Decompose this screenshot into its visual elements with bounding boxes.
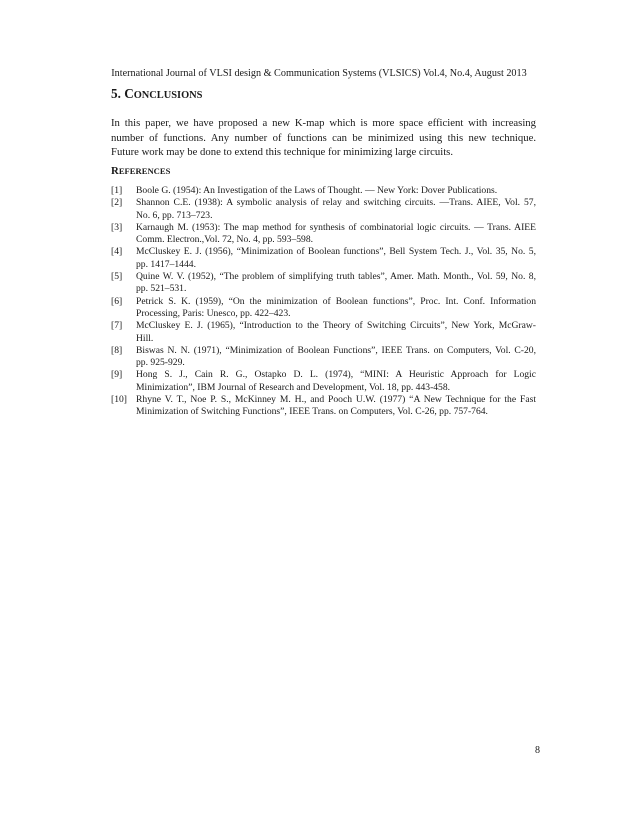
reference-text-line: Rhyne V. T., Noe P. S., McKinney M. H., and Pooch U.W. (1977) “A New Technique for the Fast — [136, 394, 536, 406]
running-header: International Journal of VLSI design & Communication Systems (VLSICS) Vol.4, No.4, August 2013 — [111, 68, 527, 79]
reference-text-line: McCluskey E. J. (1965), “Introduction to the Theory of Switching Circuits”, New York, McGraw- — [136, 320, 536, 332]
reference-text-line: pp. 1417–1444. — [136, 258, 196, 270]
reference-number: [2] — [111, 197, 123, 209]
reference-item — [111, 296, 536, 321]
reference-text-line: pp. 521–531. — [136, 283, 187, 295]
reference-item — [111, 222, 536, 247]
reference-text-line: Quine W. V. (1952), “The problem of simplifying truth tables”, Amer. Math. Month., Vol. 59, No. 8, — [136, 271, 536, 283]
reference-number: [8] — [111, 344, 123, 356]
reference-number: [4] — [111, 246, 123, 258]
reference-text-line: pp. 925-929. — [136, 357, 185, 369]
references-heading-rest: EFERENCES — [118, 166, 171, 176]
reference-item — [111, 271, 536, 296]
paragraph-line: In this paper, we have proposed a new K-map which is more space efficient with increasing — [111, 117, 536, 129]
reference-item — [111, 345, 536, 370]
page-number: 8 — [535, 745, 540, 756]
reference-text-line: Comm. Electron.,Vol. 72, No. 4, pp. 593–598. — [136, 234, 314, 246]
paragraph-line: Future work may be done to extend this technique for minimizing large circuits. — [111, 146, 454, 159]
reference-text-line: Petrick S. K. (1959), “On the minimization of Boolean functions”, Proc. Int. Conf. Information — [136, 295, 536, 307]
reference-text-line: Hong S. J., Cain R. G., Ostapko D. L. (1974), “MINI: A Heuristic Approach for Logic — [136, 369, 536, 381]
reference-number: [9] — [111, 369, 123, 381]
reference-text-line: Boole G. (1954): An Investigation of the Laws of Thought. — New York: Dover Publications. — [136, 185, 498, 196]
reference-text-line: Minimization of Switching Functions”, IEEE Trans. on Computers, Vol. C-26, pp. 757-764. — [136, 406, 488, 418]
reference-text-line: Hill. — [136, 332, 154, 344]
reference-item — [111, 369, 536, 394]
reference-item — [111, 394, 536, 419]
reference-item — [111, 197, 536, 222]
reference-list — [111, 185, 536, 419]
reference-text-line: No. 6, pp. 713–723. — [136, 209, 213, 221]
reference-text-line: Minimization”, IBM Journal of Research and Development, Vol. 18, pp. 443-458. — [136, 381, 451, 393]
reference-item — [111, 185, 536, 197]
reference-number: [6] — [111, 295, 123, 307]
reference-number: [5] — [111, 271, 123, 283]
reference-number: [1] — [111, 185, 123, 196]
reference-item — [111, 246, 536, 271]
conclusions-heading-rest: ONCLUSIONS — [133, 90, 203, 101]
reference-item — [111, 320, 536, 345]
references-heading — [111, 165, 170, 178]
reference-text-line: Processing, Paris: Unesco, pp. 422–423. — [136, 307, 291, 319]
paragraph-line: number of functions. Any number of functions can be minimized using this new technique. — [111, 131, 536, 144]
conclusions-heading — [111, 86, 202, 104]
reference-number: [10] — [111, 394, 127, 406]
references-heading-prefix: R — [111, 165, 119, 177]
reference-number: [3] — [111, 221, 123, 233]
conclusions-heading-prefix: 5. C — [111, 86, 134, 101]
reference-number: [7] — [111, 320, 123, 332]
reference-text-line: Karnaugh M. (1953): The map method for synthesis of combinatorial logic circuits. — Trans. AIEE — [136, 221, 536, 233]
reference-text-line: Biswas N. N. (1971), “Minimization of Boolean Functions”, IEEE Trans. on Computers, Vol. C-20, — [136, 344, 536, 356]
conclusions-paragraph — [111, 116, 536, 160]
reference-text-line: McCluskey E. J. (1956), “Minimization of Boolean functions”, Bell System Tech. J., Vol. 35, No. 5, — [136, 246, 536, 258]
reference-text-line: Shannon C.E. (1938): A symbolic analysis of relay and switching circuits. —Trans. AIEE, Vol. 57, — [136, 197, 536, 209]
